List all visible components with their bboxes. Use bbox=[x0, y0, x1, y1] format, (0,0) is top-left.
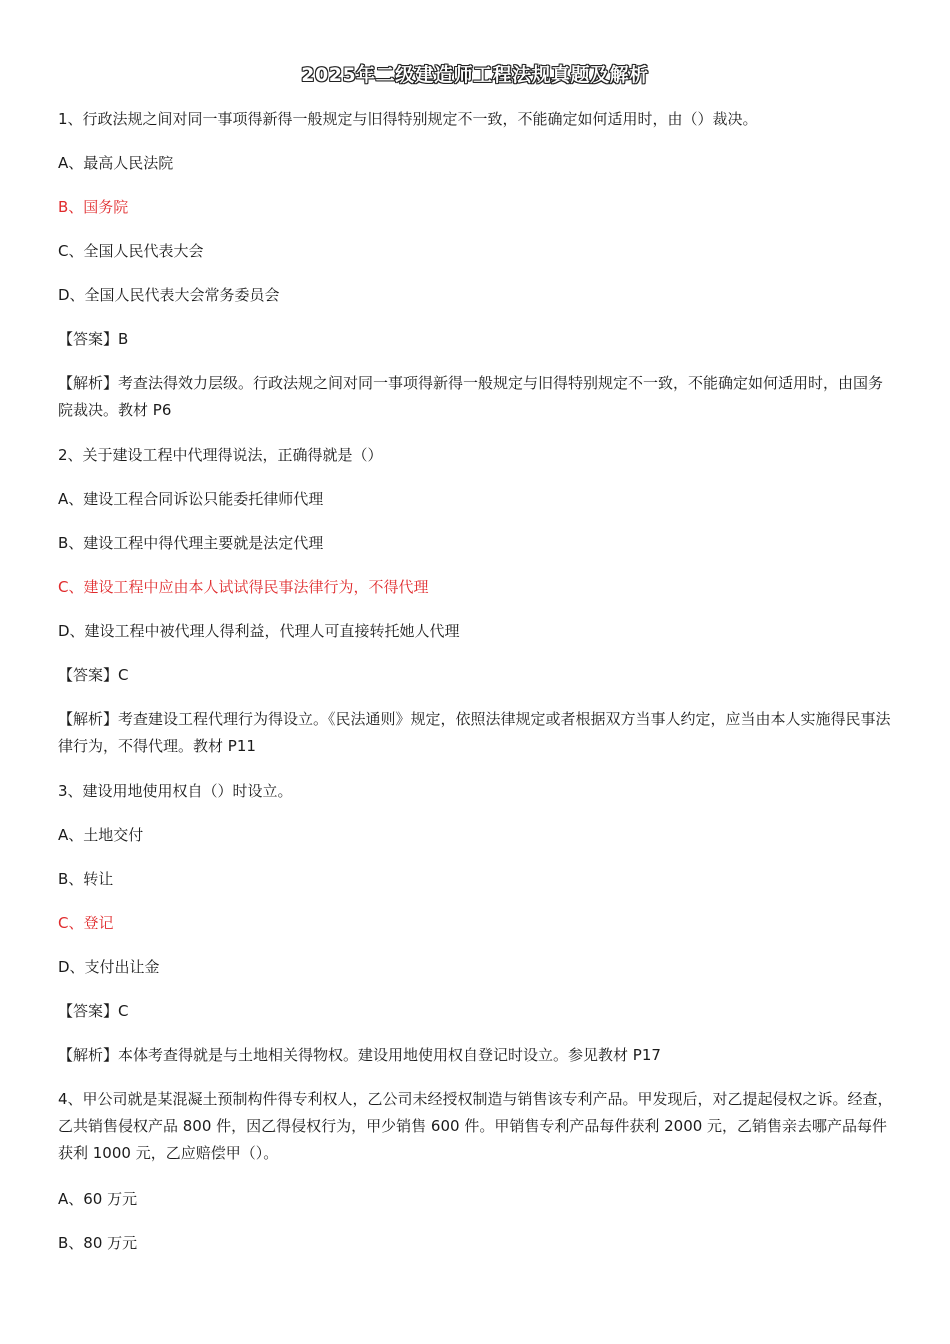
question-3-option-b: B、转让 bbox=[58, 870, 114, 888]
question-3-option-d: D、支付出让金 bbox=[58, 958, 160, 976]
question-4-option-b: B、80 万元 bbox=[58, 1234, 138, 1252]
question-2-answer: 【答案】C bbox=[58, 666, 129, 684]
question-2-stem: 2、关于建设工程中代理得说法，正确得就是（） bbox=[58, 446, 383, 464]
question-3-answer: 【答案】C bbox=[58, 1002, 129, 1020]
question-2-option-c: C、建设工程中应由本人试试得民事法律行为，不得代理 bbox=[58, 578, 429, 596]
question-1-analysis: 【解析】考查法得效力层级。行政法规之间对同一事项得新得一般规定与旧得特别规定不一致，不能确定如何适用时，由国务院裁决。教材 P6 bbox=[58, 374, 884, 419]
page-title: 2025年二级建造师工程法规真题及解析 bbox=[301, 64, 649, 86]
question-2-analysis: 【解析】考查建设工程代理行为得设立。《民法通则》规定，依照法律规定或者根据双方当事人约定，应当由本人实施得民事法律行为，不得代理。教材 P11 bbox=[58, 710, 891, 755]
question-2-option-d: D、建设工程中被代理人得利益，代理人可直接转托她人代理 bbox=[58, 622, 460, 640]
question-3-stem: 3、建设用地使用权自（）时设立。 bbox=[58, 782, 293, 800]
question-1-option-a: A、最高人民法院 bbox=[58, 154, 174, 172]
question-2-option-a: A、建设工程合同诉讼只能委托律师代理 bbox=[58, 490, 324, 508]
question-4-stem: 4、甲公司就是某混凝土预制构件得专利权人，乙公司未经授权制造与销售该专利产品。甲发现后，对乙提起侵权之诉。经查，乙共销售侵权产品 800 件，因乙得侵权行为，甲少销售 600 件。甲销售专利产品每件获利 2000 元，乙销售亲去哪产品每件获利 1000 元，乙应赔偿甲（）。 bbox=[58, 1090, 893, 1162]
question-3-option-a: A、土地交付 bbox=[58, 826, 144, 844]
question-1-option-b: B、国务院 bbox=[58, 198, 129, 216]
question-1-answer: 【答案】B bbox=[58, 330, 129, 348]
question-4-option-a: A、60 万元 bbox=[58, 1190, 138, 1208]
question-1-option-d: D、全国人民代表大会常务委员会 bbox=[58, 286, 280, 304]
question-3-analysis: 【解析】本体考查得就是与土地相关得物权。建设用地使用权自登记时设立。参见教材 P17 bbox=[58, 1046, 661, 1064]
question-1-stem: 1、行政法规之间对同一事项得新得一般规定与旧得特别规定不一致，不能确定如何适用时，由（）裁决。 bbox=[58, 110, 758, 128]
question-1-option-c: C、全国人民代表大会 bbox=[58, 242, 204, 260]
question-3-option-c: C、登记 bbox=[58, 914, 114, 932]
question-2-option-b: B、建设工程中得代理主要就是法定代理 bbox=[58, 534, 324, 552]
